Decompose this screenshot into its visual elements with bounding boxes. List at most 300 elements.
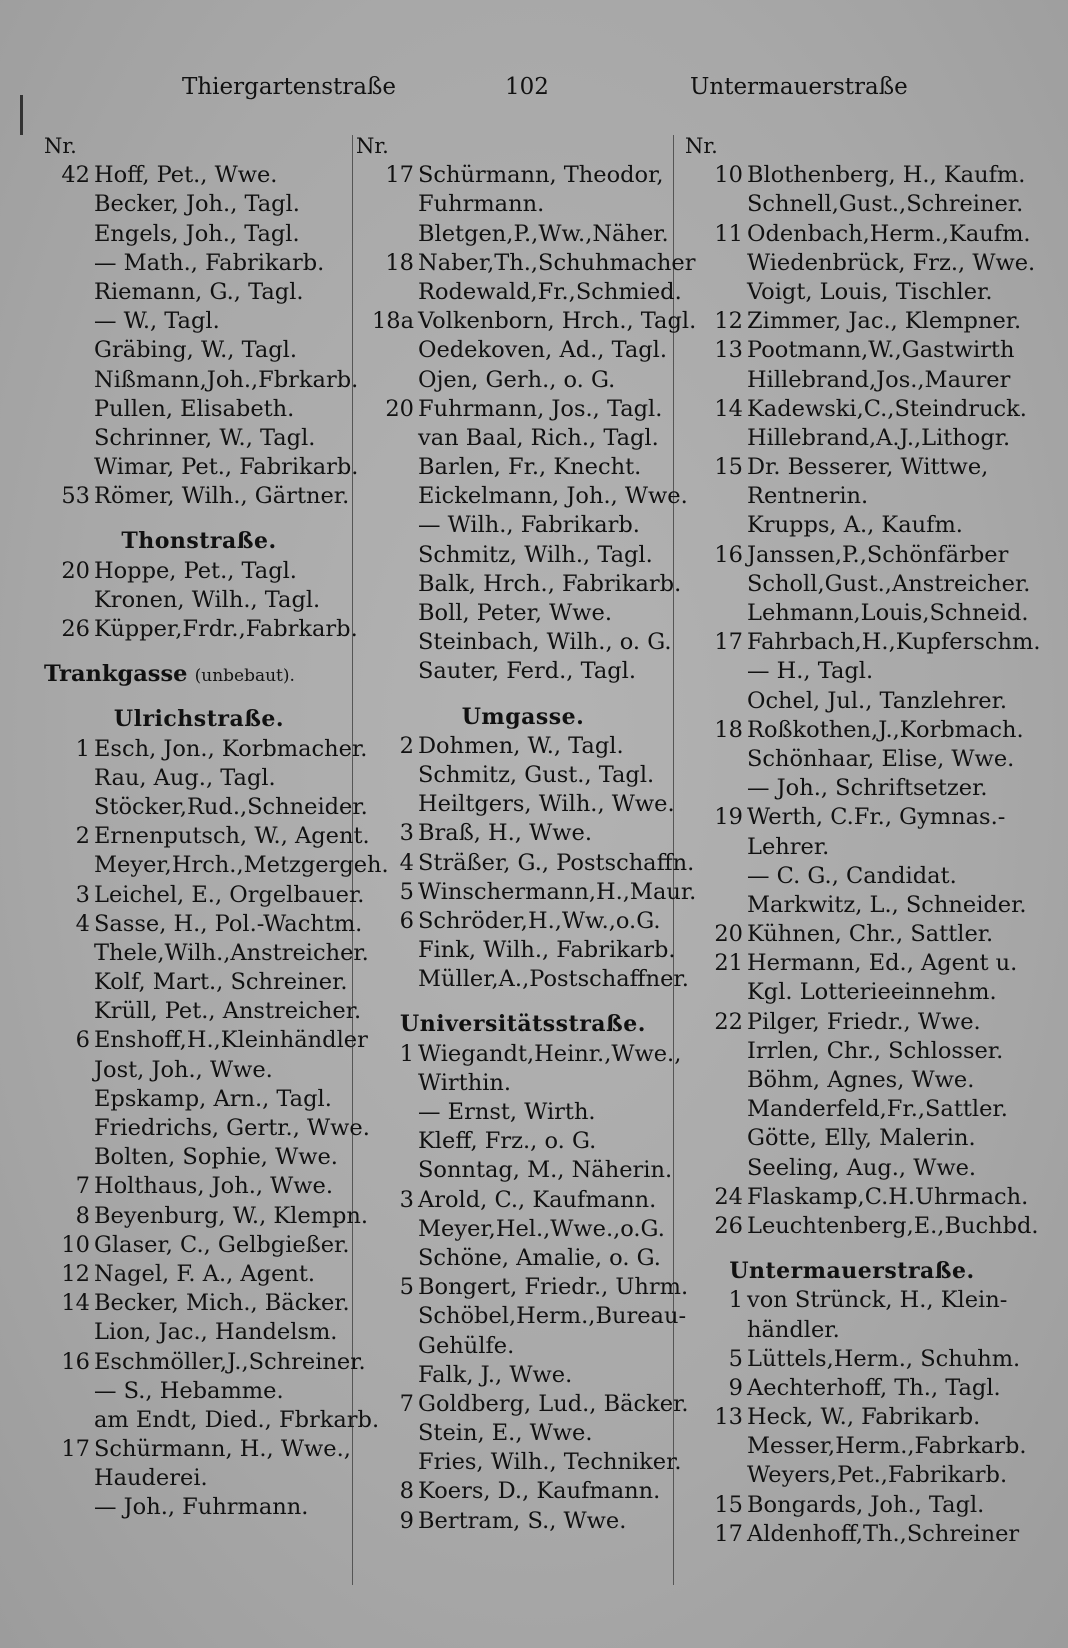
house-number: 4	[399, 849, 414, 876]
street-name: Umgasse.	[461, 703, 585, 730]
directory-entry	[368, 1332, 678, 1361]
directory-entry	[44, 395, 354, 424]
house-number: 22	[714, 1008, 743, 1035]
section-spacer	[44, 511, 354, 527]
street-name: Trankgasse	[44, 661, 188, 688]
directory-entry	[44, 307, 354, 336]
resident-text: von Strünck, H., Klein-	[747, 1287, 1008, 1314]
directory-entry	[44, 190, 354, 219]
street-name: Thonstraße.	[121, 528, 277, 555]
directory-entry	[697, 249, 1036, 278]
resident-text: Aldenhoff,Th.,Schreiner	[747, 1520, 1020, 1547]
resident-text: Bolten, Sophie, Wwe.	[94, 1144, 338, 1171]
resident-text: Böhm, Agnes, Wwe.	[747, 1067, 975, 1093]
directory-entry	[44, 851, 389, 880]
house-number: 26	[61, 616, 90, 642]
house-number: 5	[728, 1345, 743, 1372]
directory-entry	[697, 307, 1022, 336]
page-number: 102	[505, 74, 549, 100]
directory-entry	[368, 1477, 678, 1506]
directory-entry	[368, 1098, 678, 1127]
street-heading	[368, 703, 678, 732]
house-number: 1	[728, 1287, 743, 1314]
resident-text: Bongards, Joh., Tagl.	[747, 1491, 985, 1518]
resident-text: Eschmöller,J.,Schreiner.	[94, 1348, 366, 1375]
resident-text: Naber,Th.,Schuhmacher	[418, 249, 696, 276]
directory-entry	[697, 511, 1007, 540]
resident-text: Voigt, Louis, Tischler.	[747, 278, 993, 305]
resident-text: — C. G., Candidat.	[747, 862, 957, 889]
resident-text: Ojen, Gerh., o. G.	[418, 366, 616, 393]
street-name: Ulrichstraße.	[113, 706, 285, 733]
directory-entry	[44, 1143, 354, 1172]
directory-entry	[697, 833, 1007, 862]
directory-entry	[697, 745, 1015, 774]
resident-text: Wirthin.	[418, 1069, 512, 1096]
directory-entry	[44, 1260, 354, 1289]
resident-text: Fuhrmann.	[418, 191, 545, 218]
house-number: 1	[399, 1040, 414, 1067]
directory-entry	[697, 541, 1007, 570]
directory-entry	[697, 891, 1027, 920]
house-number: 10	[714, 162, 743, 189]
directory-entry	[44, 278, 354, 307]
resident-text: Hillebrand,Jos.,Maurer	[747, 366, 1011, 393]
resident-text: Markwitz, L., Schneider.	[747, 891, 1027, 918]
resident-text: Hoff, Pet., Wwe.	[94, 162, 278, 189]
resident-text: Ochel, Jul., Tanzlehrer.	[747, 687, 1008, 714]
directory-entry	[368, 1448, 682, 1477]
directory-entry	[368, 1069, 678, 1098]
house-number: 3	[75, 881, 90, 908]
resident-text: Wiedenbrück, Frz., Wwe.	[747, 249, 1036, 276]
directory-entry	[44, 220, 354, 249]
directory-entry	[44, 1172, 354, 1201]
resident-text: händler.	[747, 1316, 840, 1343]
directory-entry	[697, 949, 1018, 978]
resident-text: Messer,Herm.,Fabrkarb.	[747, 1433, 1027, 1460]
directory-entry	[368, 761, 678, 790]
resident-text: Jost, Joh., Wwe.	[94, 1056, 273, 1083]
resident-text: Götte, Elly, Malerin.	[747, 1125, 976, 1152]
resident-text: Rentnerin.	[747, 483, 869, 510]
resident-text: Bletgen,P.,Ww.,Näher.	[418, 220, 669, 247]
resident-text: Schürmann, H., Wwe.,	[94, 1436, 351, 1463]
directory-entry	[368, 1156, 678, 1185]
resident-text: Schürmann, Theodor,	[418, 162, 664, 189]
directory-entry	[368, 1302, 687, 1331]
directory-entry	[44, 735, 368, 764]
resident-text: Wimar, Pet., Fabrikarb.	[94, 454, 359, 481]
resident-text: Holthaus, Joh., Wwe.	[94, 1173, 334, 1200]
resident-text: van Baal, Rich., Tagl.	[418, 424, 659, 451]
house-number: 10	[61, 1231, 90, 1258]
resident-text: Schnell,Gust.,Schreiner.	[747, 191, 1024, 218]
house-number: 24	[714, 1183, 743, 1210]
directory-entry	[44, 1464, 354, 1493]
house-number: 15	[714, 1491, 743, 1518]
resident-text: Volkenborn, Hrch., Tagl.	[418, 308, 697, 335]
house-number: 20	[385, 395, 414, 422]
resident-text: Meyer,Hel.,Wwe.,o.G.	[418, 1215, 665, 1242]
directory-entry	[697, 1095, 1007, 1124]
resident-text: Dr. Besserer, Wittwe,	[747, 454, 989, 481]
house-number: 13	[714, 337, 743, 364]
resident-text: Engels, Joh., Tagl.	[94, 220, 300, 247]
resident-text: Becker, Joh., Tagl.	[94, 191, 300, 218]
house-number: 9	[399, 1507, 414, 1534]
resident-text: Fahrbach,H.,Kupferschm.	[747, 629, 1041, 656]
resident-text: Dohmen, W., Tagl.	[418, 732, 624, 759]
resident-text: Aechterhoff, Th., Tagl.	[747, 1374, 1001, 1401]
directory-entry	[44, 1377, 354, 1406]
street-heading	[368, 1010, 678, 1039]
directory-entry	[697, 716, 1024, 745]
resident-text: Bongert, Friedr., Uhrm.	[418, 1274, 689, 1301]
directory-entry	[368, 657, 678, 686]
street-heading	[44, 660, 354, 689]
directory-entry	[368, 1361, 678, 1390]
resident-text: Sonntag, M., Näherin.	[418, 1157, 673, 1184]
directory-entry	[368, 366, 678, 395]
resident-text: Schmitz, Wilh., Tagl.	[418, 541, 653, 568]
directory-entry	[368, 511, 678, 540]
resident-text: Schöbel,Herm.,Bureau-	[418, 1303, 687, 1330]
resident-text: Barlen, Fr., Knecht.	[418, 454, 642, 481]
directory-entry	[697, 978, 1007, 1007]
resident-text: Flaskamp,C.H.Uhrmach.	[747, 1183, 1029, 1210]
directory-entry	[44, 615, 358, 644]
resident-text: — Math., Fabrikarb.	[94, 249, 325, 276]
resident-text: Kronen, Wilh., Tagl.	[94, 586, 321, 613]
directory-entry	[368, 541, 678, 570]
directory-entry	[368, 628, 678, 657]
resident-text: Manderfeld,Fr.,Sattler.	[747, 1096, 1008, 1123]
resident-text: Goldberg, Lud., Bäcker.	[418, 1390, 689, 1417]
resident-text: Leuchtenberg,E.,Buchbd.	[747, 1212, 1039, 1239]
directory-entry	[697, 774, 1007, 803]
directory-entry	[697, 336, 1015, 365]
directory-entry	[44, 910, 363, 939]
column-nr-label	[44, 132, 354, 161]
house-number: 2	[75, 823, 90, 850]
resident-text: Janssen,P.,Schönfärber	[747, 541, 1009, 568]
resident-text: — Joh., Schriftsetzer.	[747, 775, 988, 802]
resident-text: Hauderei.	[94, 1465, 208, 1492]
directory-entry	[368, 1244, 678, 1273]
directory-entry	[44, 1406, 380, 1435]
directory-entry	[44, 1085, 354, 1114]
directory-entry	[368, 424, 678, 453]
resident-text: Zimmer, Jac., Klempner.	[747, 308, 1022, 335]
directory-entry	[44, 586, 354, 615]
directory-entry	[368, 336, 678, 365]
resident-text: Boll, Peter, Wwe.	[418, 600, 613, 626]
directory-entry	[697, 1124, 1007, 1153]
house-number: 18	[714, 716, 743, 743]
directory-entry	[697, 628, 1041, 657]
directory-entry	[368, 1186, 678, 1215]
directory-entry	[368, 1127, 678, 1156]
resident-text: Schrinner, W., Tagl.	[94, 424, 316, 451]
directory-entry	[368, 819, 678, 848]
house-number: 15	[714, 454, 743, 481]
resident-text: Fuhrmann, Jos., Tagl.	[418, 395, 663, 422]
directory-entry	[44, 1289, 354, 1318]
directory-entry	[697, 366, 1011, 395]
resident-text: Werth, C.Fr., Gymnas.-	[747, 804, 1006, 831]
directory-entry	[44, 1231, 354, 1260]
resident-text: Nagel, F. A., Agent.	[94, 1260, 316, 1287]
resident-text: Bertram, S., Wwe.	[418, 1507, 627, 1534]
resident-text: — S., Hebamme.	[94, 1377, 284, 1404]
resident-text: Becker, Mich., Bäcker.	[94, 1290, 350, 1317]
house-number: 18a	[371, 308, 414, 335]
resident-text: Lehrer.	[747, 833, 830, 860]
directory-entry	[697, 1374, 1007, 1403]
column-1	[44, 132, 389, 1523]
resident-text: Beyenburg, W., Klempn.	[94, 1202, 369, 1229]
resident-text: Blothenberg, H., Kaufm.	[747, 162, 1026, 189]
directory-entry	[697, 1183, 1029, 1212]
directory-entry	[44, 336, 354, 365]
directory-entry	[368, 1419, 678, 1448]
resident-text: Kühnen, Chr., Sattler.	[747, 921, 994, 948]
resident-text: Arold, C., Kaufmann.	[418, 1186, 657, 1213]
resident-text: Ernenputsch, W., Agent.	[94, 823, 370, 850]
street-heading	[44, 527, 354, 556]
column-2	[356, 132, 697, 1536]
resident-text: Esch, Jon., Korbmacher.	[94, 735, 368, 762]
street-note: (unbebaut).	[194, 666, 295, 687]
resident-text: Schröder,H.,Ww.,o.G.	[418, 907, 661, 934]
resident-text: Wiegandt,Heinr.,Wwe.,	[418, 1040, 682, 1067]
directory-entry	[44, 1056, 354, 1085]
resident-text: Scholl,Gust.,Anstreicher.	[747, 570, 1031, 597]
resident-text: Lion, Jac., Handelsm.	[94, 1319, 338, 1346]
house-number: 14	[714, 395, 743, 422]
directory-entry	[697, 1212, 1039, 1241]
house-number: 1	[75, 735, 90, 762]
resident-text: Sträßer, G., Postschaffn.	[418, 849, 695, 876]
resident-text: — Wilh., Fabrikarb.	[418, 512, 640, 539]
directory-entry	[368, 849, 695, 878]
directory-entry	[697, 1154, 1007, 1183]
house-number: 53	[61, 483, 90, 510]
directory-entry	[44, 1493, 354, 1522]
resident-text: Stein, E., Wwe.	[418, 1420, 593, 1447]
section-spacer	[44, 689, 354, 705]
directory-entry	[44, 1348, 366, 1377]
resident-text: Nr.	[685, 134, 718, 158]
resident-text: Rau, Aug., Tagl.	[94, 764, 276, 791]
directory-entry	[368, 482, 688, 511]
directory-entry	[368, 599, 678, 628]
directory-entry	[44, 453, 359, 482]
directory-entry	[368, 570, 682, 599]
house-number: 14	[61, 1290, 90, 1317]
resident-text: Schmitz, Gust., Tagl.	[418, 761, 655, 788]
resident-text: Pilger, Friedr., Wwe.	[747, 1008, 981, 1035]
directory-entry	[44, 161, 354, 190]
directory-entry	[697, 1461, 1007, 1490]
directory-entry	[44, 1435, 354, 1464]
directory-entry	[368, 278, 682, 307]
directory-entry	[368, 1040, 682, 1069]
resident-text: Enshoff,H.,Kleinhändler	[94, 1027, 368, 1054]
house-number: 12	[61, 1260, 90, 1287]
running-head-right: Untermauerstraße	[690, 74, 908, 100]
resident-text: am Endt, Died., Fbrkarb.	[94, 1406, 380, 1433]
resident-text: Winschermann,H.,Maur.	[418, 878, 697, 905]
resident-text: Hillebrand,A.J.,Lithogr.	[747, 424, 1011, 451]
directory-entry	[368, 878, 697, 907]
directory-entry	[44, 1114, 370, 1143]
resident-text: — Joh., Fuhrmann.	[94, 1494, 309, 1521]
house-number: 20	[714, 921, 743, 948]
directory-entry	[368, 220, 678, 249]
directory-entry	[368, 965, 689, 994]
house-number: 12	[714, 308, 743, 335]
resident-text: Nr.	[44, 134, 77, 158]
resident-text: Koers, D., Kaufmann.	[418, 1478, 661, 1505]
directory-entry	[368, 1390, 689, 1419]
directory-entry	[44, 1318, 354, 1347]
house-number: 6	[75, 1027, 90, 1054]
house-number: 42	[61, 162, 90, 189]
directory-entry	[697, 278, 1007, 307]
house-number: 5	[399, 878, 414, 905]
resident-text: — W., Tagl.	[94, 308, 220, 335]
directory-entry	[44, 793, 368, 822]
directory-entry	[697, 599, 1029, 628]
section-spacer	[368, 994, 678, 1010]
street-name: Universitätsstraße.	[400, 1011, 646, 1038]
resident-text: Pootmann,W.,Gastwirth	[747, 337, 1015, 364]
resident-text: Gehülfe.	[418, 1332, 515, 1359]
resident-text: Nißmann,Joh.,Fbrkarb.	[94, 366, 359, 393]
directory-entry	[697, 453, 1007, 482]
section-spacer	[44, 644, 354, 660]
directory-entry	[368, 307, 697, 336]
directory-entry	[697, 395, 1027, 424]
resident-text: Roßkothen,J.,Korbmach.	[747, 716, 1024, 743]
directory-entry	[697, 570, 1031, 599]
directory-entry	[44, 968, 354, 997]
directory-entry	[368, 1507, 678, 1536]
house-number: 3	[399, 820, 414, 847]
resident-text: Friedrichs, Gertr., Wwe.	[94, 1115, 370, 1141]
section-spacer	[697, 1241, 1007, 1257]
street-heading	[697, 1257, 1007, 1286]
resident-text: Epskamp, Arn., Tagl.	[94, 1085, 332, 1112]
directory-entry	[44, 939, 369, 968]
house-number: 17	[61, 1436, 90, 1463]
directory-entry	[697, 803, 1007, 832]
directory-entry	[44, 1026, 368, 1055]
resident-text: Kleff, Frz., o. G.	[418, 1128, 597, 1155]
directory-entry	[368, 732, 678, 761]
directory-entry	[368, 395, 678, 424]
directory-entry	[44, 482, 354, 511]
directory-entry	[44, 822, 370, 851]
resident-text: Krupps, A., Kaufm.	[747, 512, 963, 539]
resident-text: Gräbing, W., Tagl.	[94, 337, 298, 364]
house-number: 26	[714, 1212, 743, 1239]
resident-text: Schöne, Amalie, o. G.	[418, 1244, 661, 1271]
house-number: 11	[714, 220, 743, 247]
resident-text: Römer, Wilh., Gärtner.	[94, 483, 350, 510]
running-head-left: Thiergartenstraße	[182, 74, 396, 100]
resident-text: Braß, H., Wwe.	[418, 820, 592, 847]
resident-text: — H., Tagl.	[747, 658, 874, 685]
column-3	[685, 132, 1041, 1549]
house-number: 16	[714, 541, 743, 568]
resident-text: Glaser, C., Gelbgießer.	[94, 1231, 350, 1258]
resident-text: Schönhaar, Elise, Wwe.	[747, 745, 1015, 772]
directory-entry	[697, 1286, 1007, 1315]
directory-entry	[368, 907, 678, 936]
resident-text: Hoppe, Pet., Tagl.	[94, 557, 297, 584]
house-number: 17	[714, 1520, 743, 1547]
resident-text: Küpper,Frdr.,Fabrkarb.	[94, 616, 358, 642]
house-number: 19	[714, 804, 743, 831]
resident-text: Nr.	[356, 134, 389, 158]
margin-mark	[20, 95, 23, 135]
directory-entry	[697, 1432, 1027, 1461]
directory-entry	[697, 920, 1007, 949]
section-spacer	[368, 687, 678, 703]
directory-entry	[697, 1316, 1007, 1345]
house-number: 17	[714, 629, 743, 656]
resident-text: Steinbach, Wilh., o. G.	[418, 629, 672, 656]
directory-entry	[44, 997, 362, 1026]
directory-entry	[697, 424, 1011, 453]
column-nr-label	[356, 132, 678, 161]
directory-entry	[697, 1403, 1007, 1432]
resident-text: Leichel, E., Orgelbauer.	[94, 881, 365, 908]
resident-text: Heiltgers, Wilh., Wwe.	[418, 791, 675, 818]
resident-text: Fink, Wilh., Fabrikarb.	[418, 937, 676, 964]
directory-entry	[697, 1008, 1007, 1037]
resident-text: Eickelmann, Joh., Wwe.	[418, 483, 688, 510]
house-number: 2	[399, 732, 414, 759]
resident-text: Krüll, Pet., Anstreicher.	[94, 998, 362, 1025]
directory-entry	[697, 190, 1024, 219]
directory-entry	[44, 249, 354, 278]
house-number: 18	[385, 249, 414, 276]
directory-entry	[697, 1037, 1007, 1066]
resident-text: Odenbach,Herm.,Kaufm.	[747, 220, 1031, 247]
directory-entry	[697, 220, 1031, 249]
directory-entry	[44, 1202, 369, 1231]
house-number: 7	[399, 1390, 414, 1417]
house-number: 17	[385, 162, 414, 189]
directory-entry	[44, 366, 359, 395]
house-number: 21	[714, 950, 743, 977]
column-nr-label	[685, 132, 1007, 161]
resident-text: Seeling, Aug., Wwe.	[747, 1154, 977, 1181]
house-number: 3	[399, 1186, 414, 1213]
resident-text: Rodewald,Fr.,Schmied.	[418, 278, 682, 305]
house-number: 6	[399, 907, 414, 934]
resident-text: Hermann, Ed., Agent u.	[747, 950, 1018, 977]
directory-entry	[368, 161, 678, 190]
house-number: 20	[61, 557, 90, 584]
house-number: 13	[714, 1404, 743, 1431]
resident-text: Thele,Wilh.,Anstreicher.	[94, 939, 369, 966]
directory-entry	[697, 1345, 1021, 1374]
